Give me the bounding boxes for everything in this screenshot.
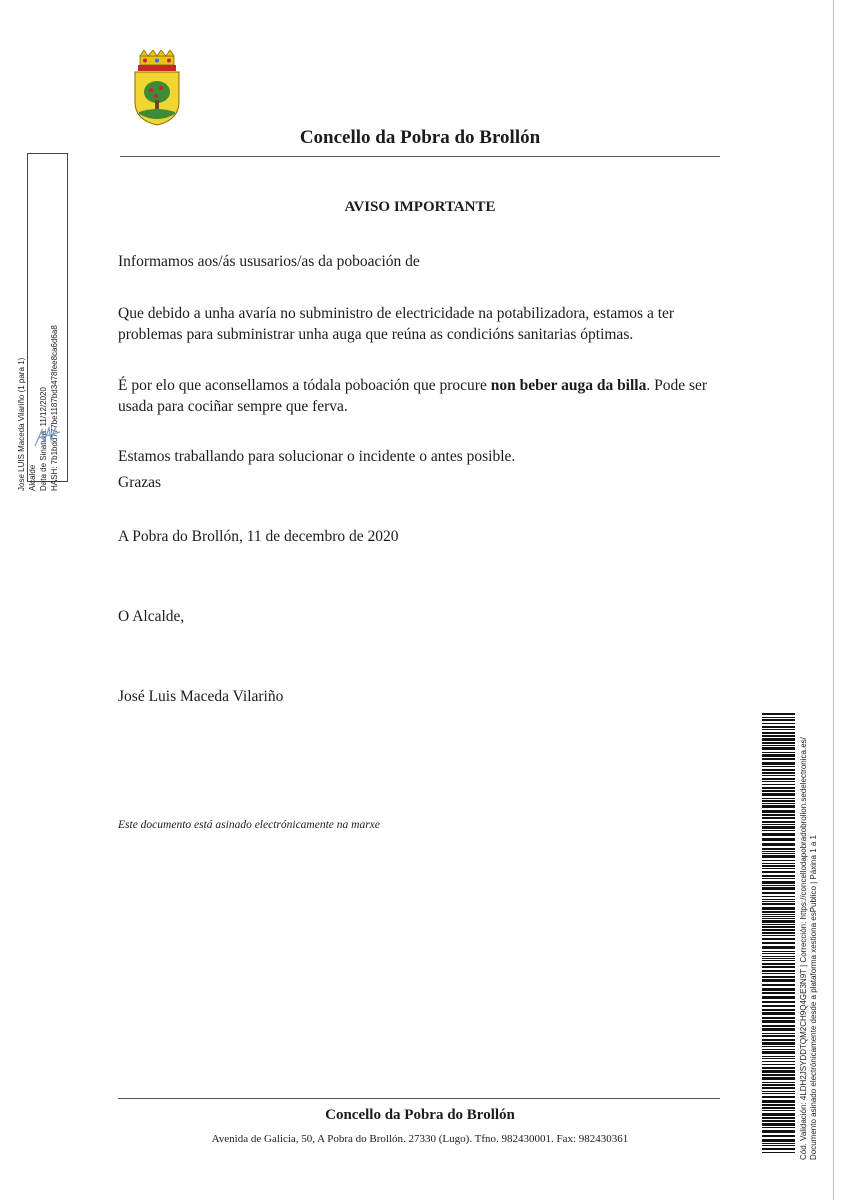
- barcode-bar: [762, 781, 795, 782]
- advice-warning: non beber auga da billa: [490, 377, 647, 394]
- barcode-bar: [762, 729, 795, 730]
- validation-platform: Documento asinado electrónicamente desde a plataforma xestiona esPublico | Páxina 1 a 1: [809, 835, 818, 1160]
- signer-role: Alcalde: [28, 464, 37, 491]
- barcode-bar: [762, 920, 795, 923]
- barcode-bar: [762, 735, 795, 737]
- barcode-bar: [762, 742, 795, 744]
- barcode-bar: [762, 855, 795, 858]
- barcode-bar: [762, 848, 795, 850]
- barcode-bar: [762, 1028, 795, 1031]
- barcode-bar: [762, 984, 795, 986]
- barcode-bar: [762, 903, 795, 905]
- barcode-bar: [762, 800, 795, 802]
- barcode-bar: [762, 1005, 795, 1007]
- barcode-bar: [762, 924, 795, 925]
- barcode-bar: [762, 988, 795, 991]
- barcode-bar: [762, 868, 795, 869]
- barcode-bar: [762, 1145, 795, 1146]
- barcode-bar: [762, 970, 795, 972]
- barcode-bar: [762, 738, 795, 741]
- barcode-bar: [762, 960, 795, 961]
- validation-text: [799, 700, 821, 1160]
- barcode-bar: [762, 821, 795, 823]
- barcode-bar: [762, 717, 795, 718]
- barcode-bar: [762, 863, 795, 864]
- barcode-bar: [762, 1104, 795, 1106]
- barcode-bar: [762, 1123, 795, 1126]
- barcode-bar: [762, 803, 795, 804]
- barcode-bar: [762, 901, 795, 902]
- barcode-bar: [762, 726, 795, 728]
- barcode-bar: [762, 798, 795, 799]
- electronic-signature-note: Este documento está asinado electrónicamente na marxe: [118, 819, 380, 831]
- signer-line: Jose LUIS Maceda Vilariño (1 para 1): [17, 357, 26, 491]
- barcode-bar: [762, 953, 795, 954]
- page-edge: [833, 0, 834, 1200]
- organization-title: Concello da Pobra do Brollón: [299, 127, 541, 148]
- advice-text-start: É por elo que aconsellamos a tódala poboación que procure: [118, 377, 491, 394]
- barcode-bar: [762, 719, 795, 721]
- barcode-bar: [762, 784, 795, 785]
- advice-text-end: . Pode ser usada para cociñar sempre que ferva.: [118, 377, 708, 415]
- barcode-bar: [762, 754, 795, 757]
- signature-date: Data de Sinatura: 11/12/2020: [39, 387, 48, 491]
- barcode-bar: [762, 956, 795, 957]
- barcode-bar: [762, 745, 795, 746]
- barcode-bar: [762, 810, 795, 813]
- barcode-bar: [762, 865, 795, 867]
- barcode-bar: [762, 914, 795, 915]
- barcode-bar: [762, 976, 795, 978]
- barcode-bar: [762, 1113, 795, 1116]
- barcode-bar: [762, 1001, 795, 1003]
- barcode-bar: [762, 892, 795, 894]
- barcode-bar: [762, 1110, 795, 1111]
- barcode-bar: [762, 942, 795, 944]
- barcode-bar: [762, 1033, 795, 1034]
- barcode-bar: [762, 1091, 795, 1092]
- barcode-bar: [762, 838, 795, 841]
- barcode-bar: [762, 1143, 795, 1144]
- barcode-bar: [762, 1056, 795, 1057]
- barcode-bar: [762, 860, 795, 861]
- barcode-bar: [762, 1120, 795, 1122]
- footer-address: Avenida de Galicia, 50, A Pobra do Brollón. 27330 (Lugo). Tfno. 982430001. Fax: 982430361: [211, 1133, 629, 1145]
- footer-divider: [118, 1098, 720, 1099]
- barcode-bar: [762, 929, 795, 931]
- signatory-name: José Luis Maceda Vilariño: [118, 688, 284, 705]
- barcode-bar: [762, 916, 795, 917]
- barcode-bar: [762, 1042, 795, 1045]
- barcode-bar: [762, 1058, 795, 1059]
- thanks-line: Grazas: [118, 474, 162, 491]
- notice-heading: AVISO IMPORTANTE: [344, 199, 496, 215]
- validation-code: Cód. Validación: 4LDH2JSYDDTQM2CH9Q4GE3N9T | Corrección: https://concellodapobradobrollon.sedelectronica.es/: [799, 737, 808, 1160]
- barcode-bar: [762, 1130, 795, 1133]
- barcode-bar: [762, 769, 795, 771]
- barcode-bar: [762, 1009, 795, 1011]
- validation-barcode: [762, 713, 795, 1153]
- barcode-bar: [762, 1046, 795, 1047]
- barcode-bar: [762, 951, 795, 952]
- barcode-bar: [762, 1084, 795, 1086]
- barcode-bar: [762, 1025, 795, 1027]
- header-divider: [120, 156, 720, 157]
- barcode-bar: [762, 1051, 795, 1054]
- signatory-title: O Alcalde,: [118, 608, 185, 625]
- barcode-bar: [762, 772, 795, 774]
- barcode-bar: [762, 830, 795, 831]
- advice-paragraph: [118, 375, 728, 417]
- barcode-bar: [762, 907, 795, 910]
- barcode-bar: [762, 817, 795, 819]
- barcode-bar: [762, 1093, 795, 1094]
- barcode-bar: [762, 992, 795, 994]
- barcode-bar: [762, 885, 795, 886]
- intro-paragraph: Informamos aos/ás ususarios/as da poboación de: [118, 253, 420, 270]
- barcode-bar: [762, 1020, 795, 1023]
- barcode-bar: [762, 723, 795, 724]
- barcode-bar: [762, 1049, 795, 1050]
- barcode-bar: [762, 1077, 795, 1080]
- barcode-bar: [762, 979, 795, 982]
- barcode-bar: [762, 935, 795, 936]
- barcode-bar: [762, 1039, 795, 1041]
- place-date: A Pobra do Brollón, 11 de decembro de 2020: [118, 528, 399, 545]
- signature-hash: HASH: 7b1bdd777be1187bd3478fee8ca6d6a8: [50, 325, 59, 491]
- barcode-bar: [762, 843, 795, 846]
- working-paragraph: Estamos traballando para solucionar o incidente o antes posible.: [118, 448, 516, 465]
- barcode-bar: [762, 1017, 795, 1019]
- outage-paragraph: Que debido a unha avaría no subministro de electricidade na potabilizadora, estamos a ter problemas para subministrar unha auga que reúna as condicións sanitarias óptimas.: [118, 305, 675, 343]
- barcode-bar: [762, 833, 795, 836]
- barcode-bar: [762, 1070, 795, 1073]
- barcode-bar: [762, 793, 795, 796]
- barcode-bar: [762, 775, 795, 776]
- barcode-bar: [762, 1117, 795, 1119]
- barcode-bar: [762, 1035, 795, 1037]
- barcode-bar: [762, 766, 795, 767]
- barcode-bar: [762, 853, 795, 854]
- barcode-bar: [762, 778, 795, 780]
- barcode-bar: [762, 1074, 795, 1076]
- barcode-bar: [762, 963, 795, 965]
- footer-organization: Concello da Pobra do Brollón: [325, 1107, 515, 1123]
- barcode-bar: [762, 1100, 795, 1103]
- coat-of-arms-icon: [131, 50, 183, 126]
- barcode-bar: [762, 762, 795, 765]
- barcode-bar: [762, 918, 795, 919]
- barcode-bar: [762, 911, 795, 913]
- barcode-bar: [762, 1127, 795, 1128]
- barcode-bar: [762, 826, 795, 829]
- barcode-bar: [762, 973, 795, 974]
- barcode-bar: [762, 1152, 795, 1153]
- barcode-bar: [762, 1064, 795, 1065]
- barcode-bar: [762, 966, 795, 968]
- barcode-bar: [762, 896, 795, 897]
- barcode-bar: [762, 747, 795, 750]
- barcode-bar: [762, 938, 795, 940]
- barcode-bar: [762, 1087, 795, 1089]
- barcode-bar: [762, 1135, 795, 1137]
- barcode-bar: [762, 932, 795, 934]
- barcode-bar: [762, 871, 795, 873]
- barcode-bar: [762, 805, 795, 808]
- barcode-bar: [762, 1012, 795, 1015]
- barcode-bar: [762, 732, 795, 734]
- barcode-bar: [762, 881, 795, 884]
- barcode-bar: [762, 1067, 795, 1069]
- barcode-bar: [762, 1148, 795, 1150]
- barcode-bar: [762, 824, 795, 825]
- barcode-bar: [762, 1107, 795, 1109]
- barcode-bar: [762, 875, 795, 877]
- barcode-bar: [762, 958, 795, 959]
- barcode-bar: [762, 851, 795, 852]
- barcode-bar: [762, 758, 795, 760]
- barcode-bar: [762, 713, 795, 715]
- barcode-bar: [762, 946, 795, 949]
- barcode-bar: [762, 996, 795, 999]
- barcode-bar: [762, 899, 795, 900]
- barcode-bar: [762, 752, 795, 753]
- barcode-bar: [762, 887, 795, 890]
- barcode-bar: [762, 1082, 795, 1083]
- barcode-bar: [762, 1061, 795, 1062]
- handwritten-signature-icon: [32, 420, 64, 450]
- barcode-bar: [762, 814, 795, 816]
- barcode-bar: [762, 787, 795, 789]
- barcode-bar: [762, 878, 795, 879]
- barcode-bar: [762, 790, 795, 792]
- barcode-bar: [762, 1096, 795, 1098]
- barcode-bar: [762, 1139, 795, 1142]
- barcode-bar: [762, 926, 795, 928]
